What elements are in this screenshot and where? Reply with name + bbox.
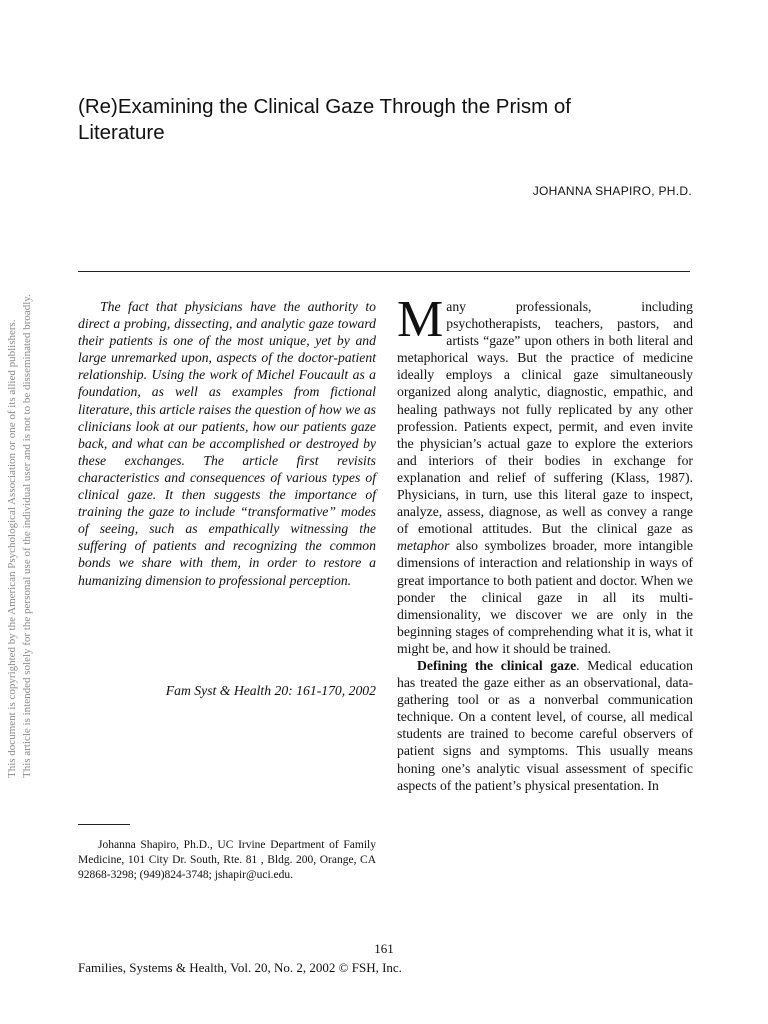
copyright-notice: [5, 258, 41, 778]
drop-cap: M: [397, 291, 444, 348]
author-name: JOHANNA SHAPIRO, PH.D.: [532, 184, 692, 198]
section-heading: Defining the clinical gaze: [417, 657, 577, 673]
article-title: (Re)Examining the Clinical Gaze Through the Prism of Literature: [78, 95, 571, 144]
copyright-line-1: This document is copyrighted by the American Psychological Association or one of its allied publishers.: [6, 319, 18, 778]
citation: Fam Syst & Health 20: 161-170, 2002: [165, 683, 376, 698]
body-paragraph-1: [397, 291, 693, 657]
body-paragraph-2-text: . Medical education has treated the gaze either as an observational, data-gathering tool or as a nonverbal communication technique. On a content level, of course, all medical students are trained to become careful observers of patient signs and symptoms. This usually means honing one’s analytic visual assessment of specific aspects of the patient’s physical presentation. In: [397, 657, 693, 793]
body-paragraph-1-italic: metaphor: [397, 538, 450, 554]
copyright-line-2: This article is intended solely for the personal use of the individual user and is not to be disseminated broadly.: [21, 294, 33, 778]
body-paragraph-1-end: also symbolizes broader, more intangible dimensions of interaction and relationship in ways of great importance to both patient and doctor. When we ponder the clinical gaze in all its multi-dimensionality, we discover we are only in the beginning stages of comprehending what it is, what it might be, and how it should be trained.: [397, 538, 693, 656]
author-footnote: Johanna Shapiro, Ph.D., UC Irvine Department of Family Medicine, 101 City Dr. South, Rte. 81 , Bldg. 200, Orange, CA 92868-3298; (949)824-3748; jshapir@uci.edu.: [78, 839, 376, 882]
page-number: 161: [374, 941, 394, 956]
header-rule: [78, 271, 690, 272]
body-text: [397, 291, 693, 794]
body-paragraph-2: [397, 657, 693, 794]
body-paragraph-1-start: any professionals, including psychotherapists, teachers, pastors, and artists “gaze” upon others in both literal and metaphorical ways. But the practice of medicine ideally employs a clinical gaze simultaneously organized along analytic, diagnostic, empathic, and healing pathways not fully replicated by any other profession. Patients expect, permit, and even invite the physician’s actual gaze to explore the exteriors and interiors of their bodies in exchange for explanation and relief of suffering (Klass, 1987). Physicians, in turn, use this literal gaze to inspect, analyze, assess, diagnose, as well as convey a range of emotional attitudes. But the clinical gaze as: [397, 299, 693, 537]
footnote-rule: [78, 824, 130, 825]
abstract: The fact that physicians have the authority to direct a probing, dissecting, and analytic gaze toward their patients is one of the most unique, yet by and large unremarked upon, aspects of the doctor-patient relationship. Using the work of Michel Foucault as a foundation, as well as examples from fictional literature, this article raises the question of how we as clinicians look at our patients, how our patients gaze back, and what can be accomplished or destroyed by these exchanges. The article first revisits characteristics and consequences of various types of clinical gaze. It then suggests the importance of training the gaze to include “transformative” modes of seeing, such as empathically witnessing the suffering of patients and recognizing the common bonds we share with them, in order to restore a humanizing dimension to professional perception.: [78, 299, 376, 588]
journal-info: Families, Systems & Health, Vol. 20, No. 2, 2002 © FSH, Inc.: [78, 960, 402, 975]
